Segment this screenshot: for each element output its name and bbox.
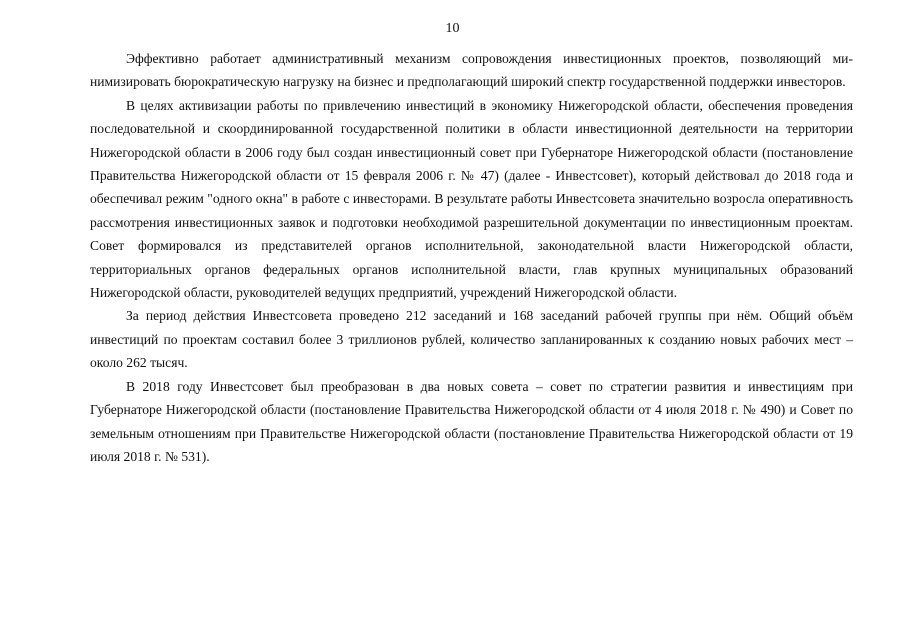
paragraph-investment-council: В целях активизации работы по привлечению инвестиций в экономику Нижегородской области, обеспечения проведения последовательной и скоординированной государственной политики в области инвестиционной деятельности на территории Нижегородской области в 2006 году был создан инвестиционный совет при Губернаторе Нижегородской области (постановление Правительства Нижегородской области от 15 февраля 2006 г. № 47) (далее - Инвестсовет), который действовал до 2018 года и обеспечивал режим "одного окна" в работе с инвесторами. В результате работы Инвестсовета значительно возросла оперативность рассмотрения инвестиционных заявок и подготовки необходимой разрешительной документации по инвестиционным проектам. Совет формировался из представителей органов исполнительной, законодательной власти Нижегородской области, территориальных органов федеральных органов исполнительной власти, глав крупных муниципальных образований Нижегородской области, руководителей ведущих предприятий, учреждений Нижегородской области. xyxy=(90,97,853,301)
paragraph-administrative-mechanism: Эффективно работает административный механизм сопровождения инвестиционных проектов, позволяющий минимизировать бюрократическую нагрузку на бизнес и предполагающий широкий спектр государственной поддержки инвесторов. xyxy=(90,51,853,90)
paragraph-council-reorganization: В 2018 году Инвестсовет был преобразован в два новых совета – совет по стратегии развития и инвестициям при Губернаторе Нижегородской области (постановление Правительства Нижегородской области от 4 июля 2018 г. № 490) и Совет по земельным отношениям при Правительстве Нижегородской области (постановление Правительства Нижегородской области от 19 июля 2018 г. № 531). xyxy=(90,378,853,464)
page-number: 10 xyxy=(445,21,460,36)
body-text xyxy=(90,47,853,468)
paragraph-council-results: За период действия Инвестсовета проведено 212 заседаний и 168 заседаний рабочей группы при нём. Общий объём инвестиций по проектам составил более 3 триллионов рублей, количество запланированных к созданию новых рабочих мест – около 262 тысяч. xyxy=(90,308,853,371)
